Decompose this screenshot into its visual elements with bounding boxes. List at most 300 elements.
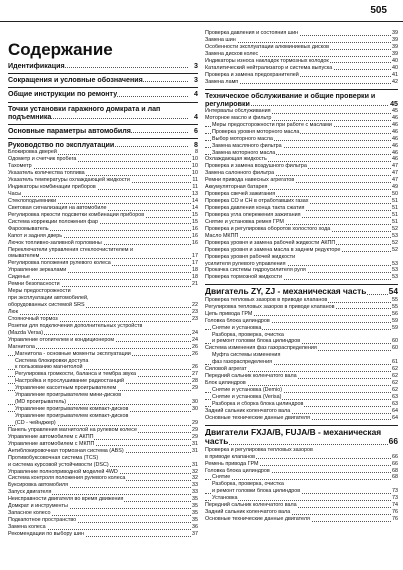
toc-entry[interactable] (8, 448, 198, 455)
toc-page-number: 54 (388, 286, 398, 297)
toc-page-number: 46 (392, 156, 398, 163)
toc-entry[interactable] (8, 205, 198, 212)
toc-entry[interactable] (8, 198, 198, 205)
toc-entry[interactable] (8, 253, 198, 260)
toc-entry[interactable] (205, 304, 398, 311)
toc-page-number: 46 (392, 135, 398, 142)
toc-page-number: 39 (392, 30, 398, 36)
toc-entry-title: Проверка и регулировка оборотов холостого хода (205, 225, 331, 232)
toc-entry[interactable] (205, 143, 398, 150)
toc-entry-title: (Mazda Versa) (8, 329, 44, 336)
toc-section-entry[interactable] (8, 141, 198, 149)
toc-entry-title: Управление кассетным проигрывателем (15, 385, 117, 392)
toc-entry-title: и система курсовой устойчивости (DSC) (8, 461, 109, 468)
toc-entry[interactable] (8, 295, 198, 302)
toc-entry[interactable] (205, 51, 398, 58)
toc-entry-title: Стеклоподъемники (8, 197, 57, 204)
toc-entry-title: Масло МКПП (205, 232, 239, 239)
toc-entry-title: Аккумуляторная батарея (205, 184, 268, 191)
toc-entry-title: Управление отопителем и кондиционером (8, 336, 115, 343)
toc-entry[interactable] (8, 219, 198, 226)
toc-page-number: 52 (392, 225, 398, 232)
toc-page-number: 24 (192, 336, 198, 343)
toc-page-number: 33 (192, 482, 198, 489)
page-number: 505 (370, 5, 387, 16)
toc-entry-title: Основные параметры автомобиля (8, 127, 131, 136)
toc-entry-title: Ремни привода навесных агрегатов (205, 177, 295, 184)
toc-entry-title: Разборка и сборка блока цилиндров (212, 400, 304, 407)
toc-entry-title: Магнитола - основные моменты эксплуатации (15, 350, 131, 357)
toc-entry-title: Неисправности двигателя во время движения (8, 496, 124, 503)
header-rule (0, 21, 403, 22)
toc-entry[interactable] (205, 516, 398, 523)
toc-entry[interactable] (205, 205, 398, 212)
toc-page-number: 4 (194, 90, 198, 99)
toc-entry[interactable] (205, 72, 398, 79)
toc-page-number: 10 (192, 156, 198, 163)
toc-entry[interactable] (205, 474, 398, 481)
toc-entry[interactable] (8, 399, 198, 406)
toc-entry[interactable] (205, 108, 398, 115)
toc-entry-title: Запасное колесо (8, 510, 51, 517)
toc-entry[interactable] (8, 482, 198, 489)
toc-entry[interactable] (205, 136, 398, 143)
page-title: Содержание (8, 40, 113, 59)
toc-entry[interactable] (205, 170, 398, 177)
toc-entry-title: Интервалы обслуживания (205, 107, 271, 114)
toc-entry[interactable] (8, 385, 198, 392)
toc-entry-title: Блок цилиндров (205, 380, 246, 387)
toc-entry[interactable] (8, 212, 198, 219)
toc-entry[interactable] (8, 191, 198, 198)
leader-dots (8, 168, 191, 169)
toc-entry[interactable] (8, 413, 198, 420)
leader-dots (8, 314, 191, 315)
toc-page-number: 52 (392, 246, 398, 253)
toc-entry[interactable] (8, 510, 198, 517)
toc-page-number: 8 (195, 149, 198, 156)
toc-entry[interactable] (8, 517, 198, 524)
toc-section-entry[interactable] (205, 428, 398, 447)
toc-entry-title: Система блокировки доступа (15, 357, 89, 364)
toc-entry-title: Проверка уровня моторного масла (212, 128, 300, 135)
toc-entry[interactable] (8, 531, 198, 538)
toc-page-number: 18 (192, 267, 198, 274)
toc-entry-title: Розетки для подключения дополнительных устройств (8, 322, 143, 329)
toc-entry[interactable] (8, 177, 198, 184)
toc-entry[interactable] (8, 378, 198, 385)
toc-entry-title: Управление проигрывателем мини-дисков (15, 392, 122, 399)
toc-entry[interactable] (8, 149, 198, 156)
toc-page-number: 62 (392, 380, 398, 387)
toc-entry[interactable] (8, 156, 198, 163)
toc-entry-title: Проверка тормозной жидкости (205, 274, 283, 281)
toc-entry-title: Задний сальник коленчатого вала (205, 407, 291, 414)
toc-entry[interactable] (205, 58, 398, 65)
toc-entry-title: Меры предосторожности при работе с маслами (212, 121, 332, 128)
toc-entry[interactable] (8, 427, 198, 434)
toc-entry[interactable] (205, 387, 398, 394)
toc-page-number: 55 (392, 303, 398, 310)
toc-entry-title: Замена ламп (205, 78, 239, 85)
toc-page-number: 51 (392, 218, 398, 225)
toc-entry-title: омывателем (8, 253, 40, 260)
toc-page-number: 47 (392, 163, 398, 170)
toc-entry-title: Основные технические данные двигателя (205, 414, 310, 421)
toc-page-number: 42 (392, 78, 398, 85)
toc-page-number: 74 (392, 502, 398, 509)
toc-page-number: 49 (392, 184, 398, 191)
toc-page-number: 8 (194, 141, 198, 150)
toc-entry[interactable] (8, 288, 198, 295)
toc-entry[interactable] (8, 170, 198, 177)
toc-entry[interactable] (8, 316, 198, 323)
leader-dots (8, 279, 191, 280)
toc-entry-title: Индикаторы комбинации приборов (8, 184, 96, 191)
section-divider (8, 73, 198, 74)
toc-entry[interactable] (205, 212, 398, 219)
toc-entry-title: оборудованных системой SRS (8, 302, 85, 309)
toc-entry[interactable] (205, 65, 398, 72)
toc-page-number: 56 (392, 310, 398, 317)
toc-entry[interactable] (205, 380, 398, 387)
toc-entry[interactable] (8, 337, 198, 344)
toc-entry-title: Головка блока цилиндров (205, 317, 270, 324)
toc-entry[interactable] (205, 325, 398, 332)
toc-entry[interactable] (205, 219, 398, 226)
toc-entry-title: Капот и задняя дверь (8, 232, 63, 239)
toc-entry-title: Система контроля положения рулевого колеса (8, 475, 126, 482)
toc-entry-title: Общие инструкции по ремонту (8, 90, 118, 99)
toc-entry[interactable] (205, 318, 398, 325)
toc-entry[interactable] (8, 233, 198, 240)
toc-entry[interactable] (8, 406, 198, 413)
section-divider (205, 425, 398, 426)
toc-entry-title: фаз газораспределения (212, 359, 273, 366)
toc-section-entry[interactable] (205, 287, 398, 297)
toc-page-number: 39 (392, 36, 398, 43)
toc-entry-title: Управление автомобилем с МКПП (8, 440, 95, 447)
toc-entry[interactable] (205, 345, 398, 352)
toc-section-entry[interactable] (8, 127, 198, 135)
toc-entry[interactable] (205, 247, 398, 254)
toc-entry-title: Проверка и замена предохранителей (205, 71, 299, 78)
toc-entry[interactable] (205, 30, 398, 37)
toc-entry-title: Регулировка яркости подсветки комбинации приборов (8, 211, 145, 218)
toc-entry[interactable] (8, 392, 198, 399)
toc-entry[interactable] (205, 240, 398, 247)
toc-entry-title: Система изменения фаз газораспределения (205, 345, 317, 352)
toc-entry[interactable] (205, 226, 398, 233)
toc-entry-title: (MD проигрыватель) (15, 399, 67, 406)
toc-entry[interactable] (205, 366, 398, 373)
section-divider (8, 102, 198, 103)
toc-entry[interactable] (205, 359, 398, 366)
toc-entry-title: Сиденье (8, 274, 30, 281)
toc-entry-title: Выбор моторного масла (212, 135, 273, 142)
toc-entry[interactable] (205, 415, 398, 422)
toc-entry-title: Каталитический нейтрализатор и система выпуска (205, 64, 333, 71)
toc-page-number: 29 (192, 426, 198, 433)
toc-entry[interactable] (205, 454, 398, 461)
toc-entry[interactable] (205, 311, 398, 318)
toc-entry[interactable] (205, 502, 398, 509)
toc-page-number: 53 (392, 232, 398, 239)
toc-page-number: 39 (392, 43, 398, 50)
toc-entry-title: Управление зеркалами (8, 267, 67, 274)
toc-page-number: 23 (192, 315, 198, 322)
toc-entry-title: Указатель температуры охлаждающей жидкости (8, 177, 130, 184)
toc-page-number: 26 (192, 350, 198, 357)
toc-entry-title: Замена масляного фильтра (212, 142, 282, 149)
toc-entry[interactable] (8, 469, 198, 476)
toc-entry[interactable] (8, 358, 198, 365)
toc-entry[interactable] (8, 503, 198, 510)
toc-entry[interactable] (205, 198, 398, 205)
toc-entry[interactable] (8, 330, 198, 337)
toc-entry-title: Переключатели управления стеклоочистителем и (8, 246, 134, 253)
toc-page-number: 62 (392, 387, 398, 394)
toc-entry-title: Блокировка дверей (8, 149, 57, 156)
toc-page-number: 45 (390, 99, 398, 108)
toc-page-number: 64 (392, 414, 398, 421)
toc-page-number: 50 (392, 191, 398, 198)
toc-entry[interactable] (8, 441, 198, 448)
toc-entry-title: Одометр и счетчик пробега (8, 156, 77, 163)
toc-page-number: 26 (192, 343, 198, 350)
toc-page-number: 28 (192, 378, 198, 385)
toc-entry[interactable] (8, 524, 198, 531)
toc-section-entry[interactable] (8, 76, 198, 84)
toc-page-number: 16 (192, 225, 198, 232)
toc-entry-title: Передний сальник коленчатого вала (205, 373, 297, 380)
toc-page-number: 47 (392, 177, 398, 184)
toc-entry-title: Проверка угла опережения зажигания (205, 211, 301, 218)
toc-page-number: 17 (192, 260, 198, 267)
toc-page-number: 29 (192, 433, 198, 440)
toc-entry[interactable] (205, 297, 398, 304)
toc-entry[interactable] (8, 260, 198, 267)
toc-entry-title: к пользованию магнитолой (15, 364, 83, 371)
toc-entry-title: при эксплуатации автомобилей, (8, 295, 89, 302)
toc-entry[interactable] (205, 37, 398, 44)
toc-entry[interactable] (205, 373, 398, 380)
toc-entry-title: Ремни безопасности (8, 281, 60, 288)
toc-entry-title: Силовой агрегат (205, 366, 247, 373)
toc-page-number: 6 (194, 127, 198, 136)
toc-entry[interactable] (8, 240, 198, 247)
toc-page-number: 60 (392, 345, 398, 352)
toc-page-number: 31 (192, 447, 198, 454)
toc-entry[interactable] (8, 309, 198, 316)
toc-entry[interactable] (205, 129, 398, 136)
toc-entry-title: Проверка и замена воздушного фильтра (205, 163, 307, 170)
toc-page-number: 3 (194, 76, 198, 85)
toc-entry-title: Руководство по эксплуатации (8, 141, 115, 150)
toc-page-number: 16 (192, 232, 198, 239)
toc-entry-title: Управление полноприводной моделей 4WD (8, 468, 118, 475)
toc-section-entry[interactable] (8, 105, 198, 121)
toc-page-number: 15 (192, 211, 198, 218)
toc-entry[interactable] (205, 495, 398, 502)
toc-entry-title: Антиблокировочная тормозная система (ABS) (8, 447, 124, 454)
toc-entry[interactable] (8, 163, 198, 170)
toc-page-number: 40 (392, 64, 398, 71)
toc-entry-title: Настройка и прослушивание радиостанций (15, 378, 124, 385)
toc-page-number: 26 (192, 364, 198, 371)
toc-section-entry[interactable] (8, 90, 198, 98)
toc-entry-title: и ремонт головки блока цилиндров (212, 338, 301, 345)
toc-entry[interactable] (8, 281, 198, 288)
toc-entry[interactable] (8, 475, 198, 482)
toc-entry-title: Задний сальник коленчатого вала (205, 509, 291, 516)
toc-entry-title: в приводе клапанов (205, 453, 255, 460)
toc-page-number: 62 (392, 373, 398, 380)
toc-entry[interactable] (205, 352, 398, 359)
toc-entry[interactable] (8, 274, 198, 281)
toc-entry-title: Снятие (212, 474, 231, 481)
toc-entry[interactable] (205, 233, 398, 240)
section-divider (8, 138, 198, 139)
toc-entry[interactable] (205, 338, 398, 345)
toc-entry-title: Ремень привода ГРМ (205, 460, 259, 467)
toc-entry[interactable] (8, 351, 198, 358)
toc-entry[interactable] (8, 226, 198, 233)
toc-page-number: 68 (392, 467, 398, 474)
toc-page-number: 17 (192, 253, 198, 260)
toc-entry[interactable] (205, 488, 398, 495)
toc-page-number: 73 (392, 495, 398, 502)
toc-entry[interactable] (205, 184, 398, 191)
toc-entry[interactable] (205, 44, 398, 51)
section-divider (205, 89, 398, 90)
toc-entry[interactable] (205, 408, 398, 415)
toc-entry[interactable] (205, 267, 398, 274)
toc-page-number: 51 (392, 211, 398, 218)
toc-entry-title: Головка блока цилиндров (205, 467, 270, 474)
toc-page-number: 13 (192, 191, 198, 198)
toc-entry[interactable] (205, 394, 398, 401)
toc-page-number: 36 (192, 524, 198, 531)
toc-page-number: 66 (392, 453, 398, 460)
toc-entry[interactable] (205, 509, 398, 516)
toc-entry-title: усилителя рулевого управления (205, 260, 286, 267)
toc-page-number: 76 (392, 516, 398, 523)
toc-entry[interactable] (8, 496, 198, 503)
toc-page-number: 24 (192, 329, 198, 336)
toc-entry[interactable] (205, 115, 398, 122)
toc-entry-title: Управление проигрывателем компакт-дисков (15, 413, 129, 420)
toc-entry-title: Разборка, проверка, очистка (212, 481, 284, 488)
toc-entry[interactable] (205, 191, 398, 198)
toc-page-number: 10 (192, 170, 198, 177)
toc-entry[interactable] (205, 447, 398, 454)
toc-entry-title: Управление автомобилем с АКПП (8, 433, 94, 440)
toc-page-number: 51 (392, 205, 398, 212)
toc-entry-title: (CD - чейнджер) (15, 419, 56, 426)
toc-page-number: 22 (192, 302, 198, 309)
toc-entry-title: Проверка и регулировка тепловых зазоров (205, 446, 313, 453)
toc-entry[interactable] (205, 122, 398, 129)
section-divider (8, 87, 198, 88)
toc-entry[interactable] (205, 79, 398, 86)
toc-entry[interactable] (205, 332, 398, 339)
toc-entry-title: Охлаждающая жидкость (205, 156, 267, 163)
toc-entry[interactable] (8, 344, 198, 351)
toc-entry[interactable] (205, 461, 398, 468)
toc-page-number: 59 (392, 324, 398, 331)
toc-entry[interactable] (8, 247, 198, 254)
toc-page-number: 64 (392, 407, 398, 414)
toc-entry[interactable] (8, 462, 198, 469)
toc-page-number: 30 (192, 399, 198, 406)
toc-entry-title: Замена дисков колес (205, 50, 259, 57)
toc-section-entry[interactable] (205, 92, 398, 108)
toc-entry-title: Двигатели FXJA/B, FUJA/B - механическая часть (205, 426, 382, 447)
toc-entry-title: и ремонт головки блока цилиндров (212, 488, 301, 495)
toc-page-number: 14 (192, 197, 198, 204)
toc-entry[interactable] (8, 489, 198, 496)
toc-entry[interactable] (205, 481, 398, 488)
toc-page-number: 30 (192, 406, 198, 413)
toc-section-entry[interactable] (8, 62, 198, 70)
toc-entry-title: Сокращения и условные обозначения (8, 76, 143, 85)
toc-entry[interactable] (8, 434, 198, 441)
toc-entry[interactable] (8, 267, 198, 274)
toc-entry-title: Снятие и установка (Verisa) (212, 393, 282, 400)
toc-entry[interactable] (205, 254, 398, 261)
toc-entry[interactable] (205, 150, 398, 157)
toc-page-number: 46 (392, 121, 398, 128)
toc-entry[interactable] (8, 323, 198, 330)
toc-entry-title: Проверка уровня и замена масла в заднем редукторе (205, 246, 341, 253)
toc-entry-title: Проверка уровня и замена рабочей жидкости АКПП (205, 239, 336, 246)
toc-entry-title: Проверка CO и CH в отработавших газах (205, 198, 309, 205)
toc-entry[interactable] (205, 261, 398, 268)
toc-page-number: 51 (392, 198, 398, 205)
toc-page-number: 11 (192, 184, 198, 191)
toc-entry-title: Фароомыватель (8, 225, 49, 232)
toc-page-number: 35 (192, 510, 198, 517)
toc-entry[interactable] (205, 274, 398, 281)
toc-entry-title: Проверка свечей зажигания (205, 191, 276, 198)
toc-entry[interactable] (8, 455, 198, 462)
toc-entry[interactable] (8, 302, 198, 309)
toc-page-number: 66 (392, 460, 398, 467)
toc-page-number: 16 (192, 239, 198, 246)
toc-entry[interactable] (8, 364, 198, 371)
toc-entry[interactable] (205, 163, 398, 170)
toc-page-number: 10 (192, 163, 198, 170)
toc-entry[interactable] (205, 156, 398, 163)
section-divider (8, 124, 198, 125)
toc-page-number: 39 (392, 50, 398, 57)
toc-entry[interactable] (8, 420, 198, 427)
toc-page-number: 27 (192, 371, 198, 378)
toc-left-column (8, 62, 198, 538)
toc-entry-title: Буксировка автомобиля (8, 482, 69, 489)
toc-entry[interactable] (205, 401, 398, 408)
toc-entry-title: Управление проигрывателем компакт-дисков (15, 406, 129, 413)
toc-entry[interactable] (205, 177, 398, 184)
toc-entry-title: Замена салонного фильтра (205, 170, 275, 177)
toc-entry-title: Меры предосторожности (8, 288, 71, 295)
toc-page-number: 35 (192, 496, 198, 503)
toc-entry-title: Стояночный тормоз (8, 315, 58, 322)
toc-entry[interactable] (8, 184, 198, 191)
toc-entry[interactable] (205, 468, 398, 475)
toc-entry[interactable] (8, 371, 198, 378)
